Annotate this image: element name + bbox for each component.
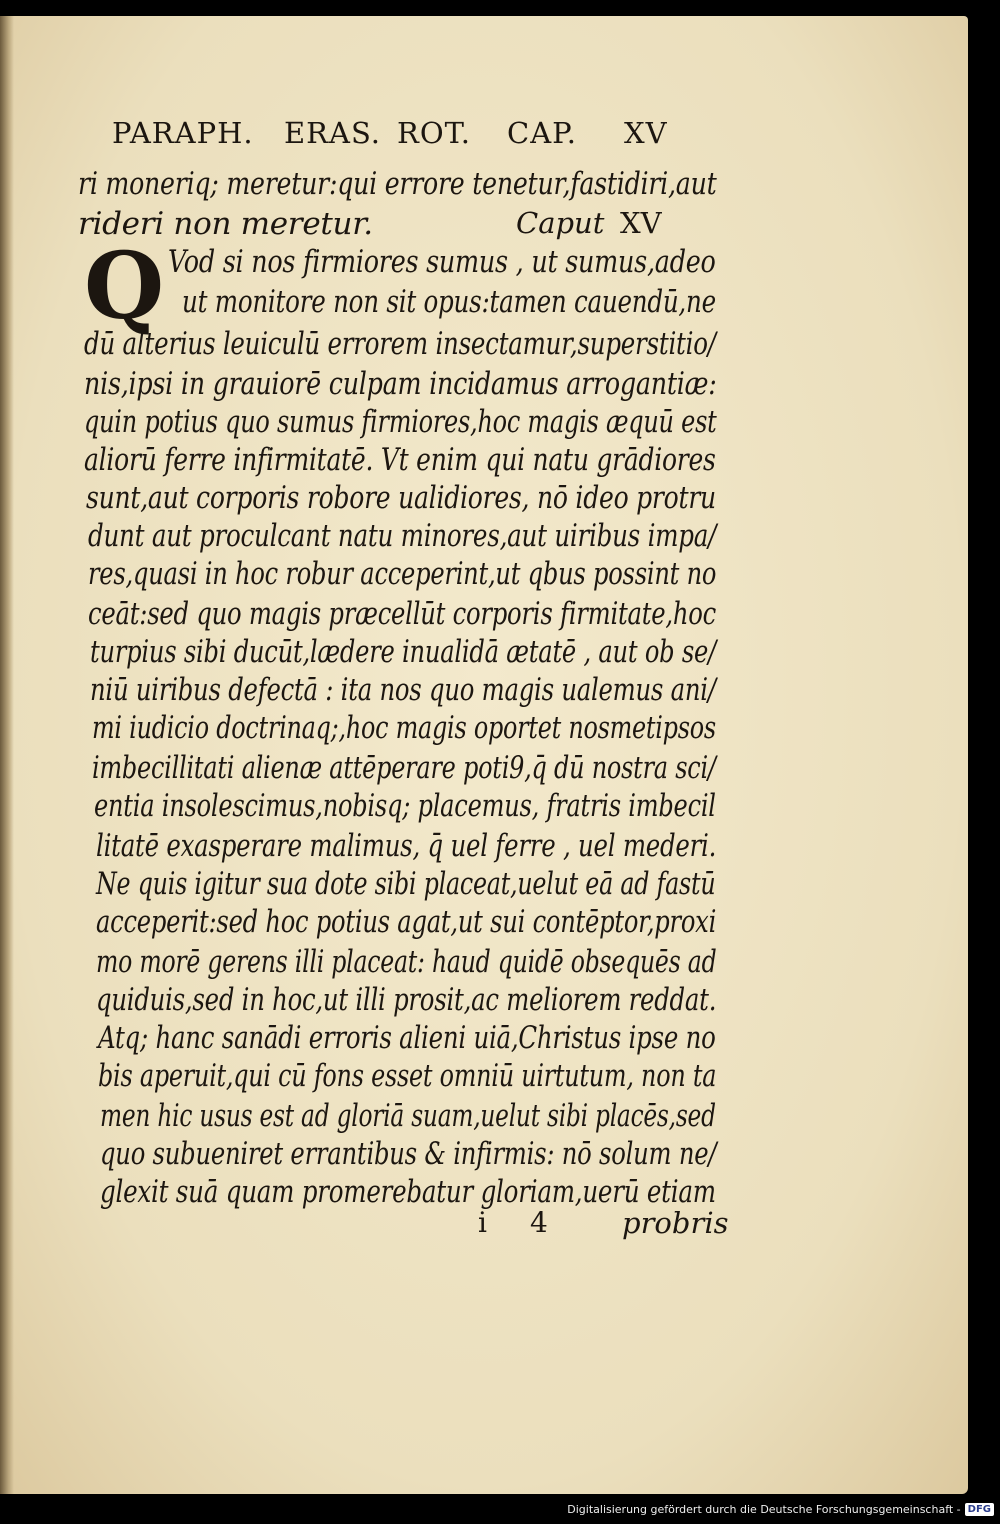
text-line: quo subueniret errantibus & infirmis: nō solum ne/ xyxy=(100,1136,717,1172)
text-line: bis aperuit,qui cū fons esset omniū uirtutum, non ta xyxy=(98,1058,717,1094)
text-line: rideri non meretur. xyxy=(78,206,373,242)
caput-number: XV xyxy=(620,206,662,240)
text-line: nis,ipsi in grauiorē culpam incidamus arrogantiæ: xyxy=(84,366,717,402)
funding-text: Digitalisierung gefördert durch die Deutsche Forschungsgemeinschaft - xyxy=(567,1502,961,1516)
text-line: ri moneriq; meretur:qui errore tenetur,fastidiri,aut xyxy=(78,166,717,202)
text-line: men hic usus est ad gloriā suam,uelut sibi placēs,sed xyxy=(100,1098,716,1134)
text-line: mi iudicio doctrinaq;,hoc magis oportet nosmetipsos xyxy=(92,710,716,746)
text-line: ut monitore non sit opus:tamen cauendū,ne xyxy=(182,284,716,320)
catchword: probris xyxy=(622,1206,729,1240)
running-title-eras: ERAS. xyxy=(284,116,381,150)
text-line: dū alterius leuiculū errorem insectamur,superstitio/ xyxy=(84,326,716,362)
text-line: Ne quis igitur sua dote sibi placeat,uelut eā ad fastū xyxy=(96,866,716,902)
text-line: glexit suā quam promerebatur gloriam,uerū etiam xyxy=(100,1174,716,1210)
text-line: aliorū ferre infirmitatē. Vt enim qui natu grādiores xyxy=(84,442,716,478)
text-line: entia insolescimus,nobisq; placemus, fratris imbecil xyxy=(94,788,716,824)
text-line: mo morē gerens illi placeat: haud quidē obsequēs ad xyxy=(96,944,717,980)
dfg-logo: DFG xyxy=(965,1503,994,1516)
chapter-number: XV xyxy=(624,116,668,150)
text-line: Vod si nos firmiores sumus , ut sumus,adeo xyxy=(168,244,716,280)
text-line: imbecillitati alienæ attēperare poti9,q̄ dū nostra sci/ xyxy=(92,750,716,786)
running-header xyxy=(112,116,682,156)
chapter-label: CAP. xyxy=(507,116,577,150)
text-line: ceāt:sed quo magis præcellūt corporis firmitate,hoc xyxy=(88,596,717,632)
running-title-rot: ROT. xyxy=(397,116,471,150)
caput-label: Caput xyxy=(516,206,605,240)
text-line: sunt,aut corporis robore ualidiores, nō ideo protru xyxy=(86,480,716,516)
text-line: res,quasi in hoc robur acceperint,ut qbus possint no xyxy=(88,556,717,592)
running-title-paraph: PARAPH. xyxy=(112,116,254,150)
page-binding-edge xyxy=(0,16,14,1494)
text-line: quiduis,sed in hoc,ut illi prosit,ac meliorem reddat. xyxy=(96,982,717,1018)
text-line: niū uiribus defectā : ita nos quo magis ualemus ani/ xyxy=(90,672,716,708)
text-line: turpius sibi ducūt,lædere inualidā ætatē , aut ob se/ xyxy=(90,634,717,670)
drop-cap-initial: Q xyxy=(84,232,165,340)
text-line: acceperit:sed hoc potius agat,ut sui contēptor,proxi xyxy=(96,904,717,940)
text-line: dunt aut proculcant natu minores,aut uiribus impa/ xyxy=(88,518,717,554)
text-line: litatē exasperare malimus, q̄ uel ferre , uel mederi. xyxy=(96,828,717,864)
text-line: quin potius quo sumus firmiores,hoc magis æquū est xyxy=(84,404,717,440)
text-line: Atq; hanc sanādi erroris alieni uiā,Christus ipse no xyxy=(98,1020,716,1056)
signature-letter: i xyxy=(478,1206,487,1239)
signature-number: 4 xyxy=(530,1206,548,1239)
funding-footer xyxy=(567,1498,994,1520)
